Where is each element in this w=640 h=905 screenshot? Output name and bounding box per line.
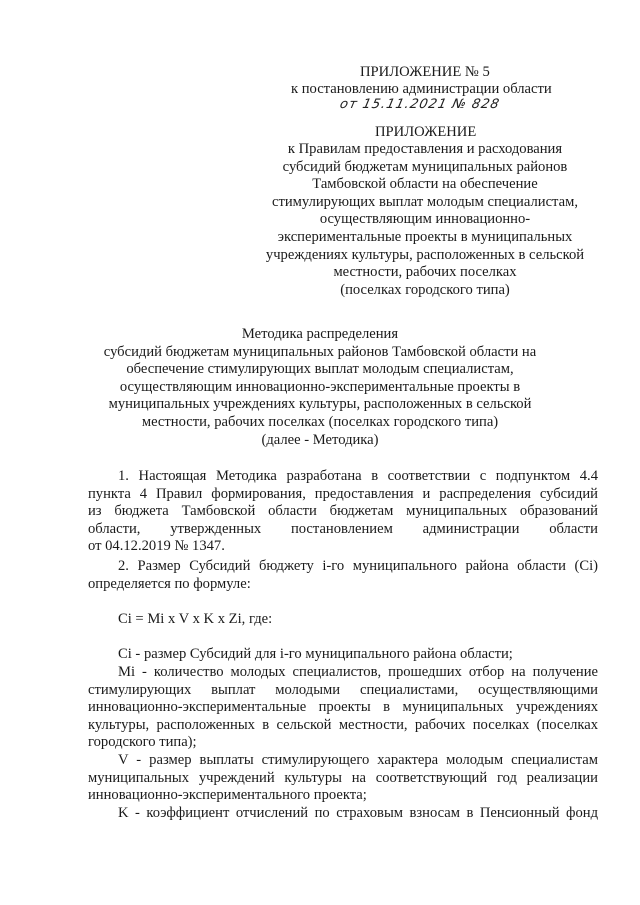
formula-text: Ci = Mi x V x K x Zi, где:: [118, 611, 273, 627]
mi-definition: [88, 664, 598, 752]
text-line: K - коэффициент отчислений по страховым взносам в Пенсионный фонд: [118, 805, 598, 821]
text-line: пункта 4 Правил формирования, предоставления и распределения субсидий: [88, 485, 598, 502]
paragraph-1: [88, 468, 598, 556]
v-definition: [88, 752, 598, 805]
appendix-number: ПРИЛОЖЕНИЕ № 5: [360, 64, 490, 80]
text-line: 1. Настоящая Методика разработана в соответствии с подпунктом 4.4: [118, 468, 598, 484]
method-title-line: Методика распределения: [241, 326, 399, 342]
text-line: от 04.12.2019 № 1347.: [88, 538, 225, 555]
appendix-line: осуществляющим инновационно-: [319, 211, 531, 228]
text-line: Mi - количество молодых специалистов, прошедших отбор на получение: [118, 664, 598, 680]
method-title-line: осуществляющим инновационно-экспериментальные проекты в: [119, 378, 521, 395]
handwritten-date-number: от 15.11.2021 № 828: [338, 97, 502, 112]
k-definition: [88, 805, 598, 823]
appendix-line: к Правилам предоставления и расходования: [287, 141, 563, 157]
text-line: инновационно-экспериментального проекта;: [88, 787, 367, 804]
text-line: инновационно-экспериментальные проекты в муниципальных учреждениях: [88, 699, 598, 716]
method-title-line: местности, рабочих поселках (поселках городского типа): [141, 413, 499, 430]
text-line: городского типа);: [88, 734, 197, 751]
resolution-reference: к постановлению администрации области: [291, 81, 552, 97]
method-title-line: субсидий бюджетам муниципальных районов Тамбовской области на: [103, 343, 537, 360]
ci-definition: [88, 646, 598, 664]
text-line: стимулирующих выплат молодыми специалистами, осуществляющими: [88, 681, 598, 698]
text-line: из бюджета Тамбовской области бюджетам муниципальных образований: [88, 503, 598, 520]
appendix-line: учреждениях культуры, расположенных в сельской: [265, 246, 585, 263]
method-title-line: обеспечение стимулирующих выплат молодым специалистам,: [126, 361, 514, 378]
paragraph-2: [88, 558, 598, 593]
appendix-line: стимулирующих выплат молодым специалистам,: [272, 193, 578, 210]
appendix-title: ПРИЛОЖЕНИЕ: [375, 124, 477, 140]
appendix-line: экспериментальные проекты в муниципальных: [277, 228, 573, 245]
appendix-line: местности, рабочих поселках: [333, 264, 517, 281]
appendix-subtitle: [255, 141, 595, 299]
method-title-line: (далее - Методика): [261, 431, 379, 448]
appendix-line: субсидий бюджетам муниципальных районов: [282, 158, 568, 175]
method-title: [100, 326, 540, 449]
text-line: V - размер выплаты стимулирующего характера молодым специалистам: [118, 752, 598, 768]
appendix-line: Тамбовской области на обеспечение: [312, 176, 538, 193]
method-title-line: муниципальных учреждениях культуры, расположенных в сельской: [108, 396, 532, 413]
text-line: культуры, расположенных в сельской местности, рабочих поселках (поселках: [88, 716, 598, 733]
text-line: муниципальных учреждений культуры на соответствующий год реализации: [88, 769, 598, 786]
text-line: области, утвержденных постановлением администрации области: [88, 520, 598, 537]
text-line: 2. Размер Субсидий бюджету i-го муниципального района области (Ci): [118, 558, 598, 574]
text-line: Ci - размер Субсидий для i-го муниципального района области;: [118, 646, 513, 662]
formula: [88, 611, 598, 629]
text-line: определяется по формуле:: [88, 575, 251, 592]
appendix-line: (поселках городского типа): [340, 281, 510, 298]
